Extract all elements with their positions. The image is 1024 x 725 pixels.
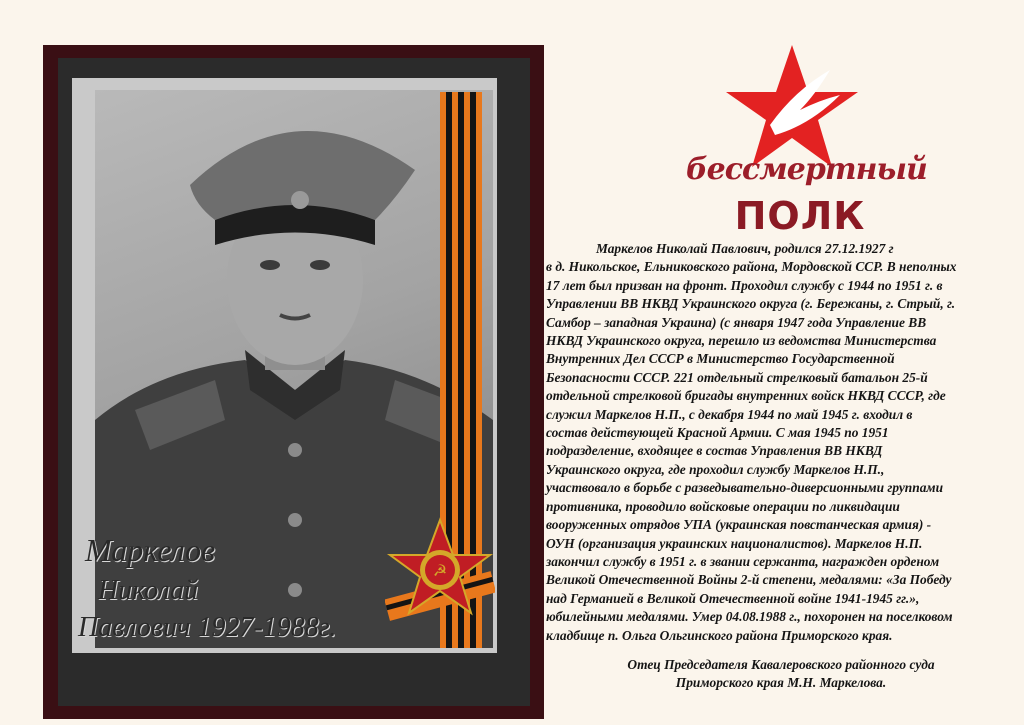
portrait-surname: Маркелов <box>85 532 216 568</box>
logo-word-immortal: бессмертный <box>686 152 927 187</box>
bio-line: участвовало в борьбе с разведывательно-диверсионными группами <box>546 480 944 496</box>
bio-line: ОУН (организация украинских националистов). Маркелов Н.П. <box>546 535 923 551</box>
bio-line: закончил службу в 1951 г. в звании сержанта, награжден орденом <box>546 553 940 569</box>
footer-line-1: Отец Председателя Кавалеровского районного суда <box>627 657 935 672</box>
bio-line: служил Маркелов Н.П., с декабря 1944 по май 1945 г. входил в <box>546 406 913 422</box>
bio-line: Внутренних Дел СССР в Министерство Государственной <box>546 351 895 367</box>
portrait-first-name: Николай <box>98 575 199 606</box>
order-patriotic-war-emblem <box>385 515 495 645</box>
bio-line: Украинского округа, где проходил службу Маркелов Н.П., <box>546 461 885 477</box>
bio-line: Управлении ВВ НКВД Украинского округа (г. Бережаны, г. Стрый, г. <box>546 296 956 312</box>
bio-line: над Германией в Великой Отечественной войне 1941-1945 гг.», <box>546 590 920 606</box>
bio-line: вооруженных отрядов УПА (украинская повстанческая армия) - <box>546 517 932 533</box>
bio-line: противника, проводило войсковые операции по ликвидации <box>546 498 900 514</box>
bio-line: Безопасности СССР. 221 отдельный стрелковый батальон 25-й <box>546 369 928 385</box>
bio-line: Самбор – западная Украина) (с января 1947 года Управление ВВ <box>546 314 927 330</box>
logo-word-regiment: ПОЛК <box>734 194 866 238</box>
svg-text:☭: ☭ <box>432 561 448 580</box>
biography-text <box>546 240 1016 645</box>
dedication-footer <box>546 656 1016 692</box>
portrait-patronymic-years: Павлович 1927-1988г. <box>78 612 337 643</box>
bio-line: Маркелов Николай Павлович, родился 27.12.1927 г <box>596 241 894 256</box>
bio-line: отдельной стрелковой бригады внутренних войск НКВД СССР, где <box>546 388 946 404</box>
bio-line: в д. Никольское, Ельниковского района, Мордовской ССР. В неполных <box>546 259 957 275</box>
bio-line: НКВД Украинского округа, перешло из ведомства Министерства <box>546 333 937 349</box>
bio-line: Великой Отечественной Войны 2-й степени, медалями: «За Победу <box>546 572 952 588</box>
footer-line-2: Приморского края М.Н. Маркелова. <box>675 675 887 690</box>
bio-line: состав действующей Красной Армии. С мая 1945 по 1951 <box>546 425 889 441</box>
bio-line: юбилейными медалями. Умер 04.08.1988 г., похоронен на поселковом <box>546 609 953 625</box>
bio-line: 17 лет был призван на фронт. Проходил службу с 1944 по 1951 г. в <box>546 277 943 293</box>
bio-line: кладбище п. Ольга Ольгинского района Приморского края. <box>546 627 893 643</box>
bio-line: подразделение, входящее в состав Управления ВВ НКВД <box>546 443 883 459</box>
